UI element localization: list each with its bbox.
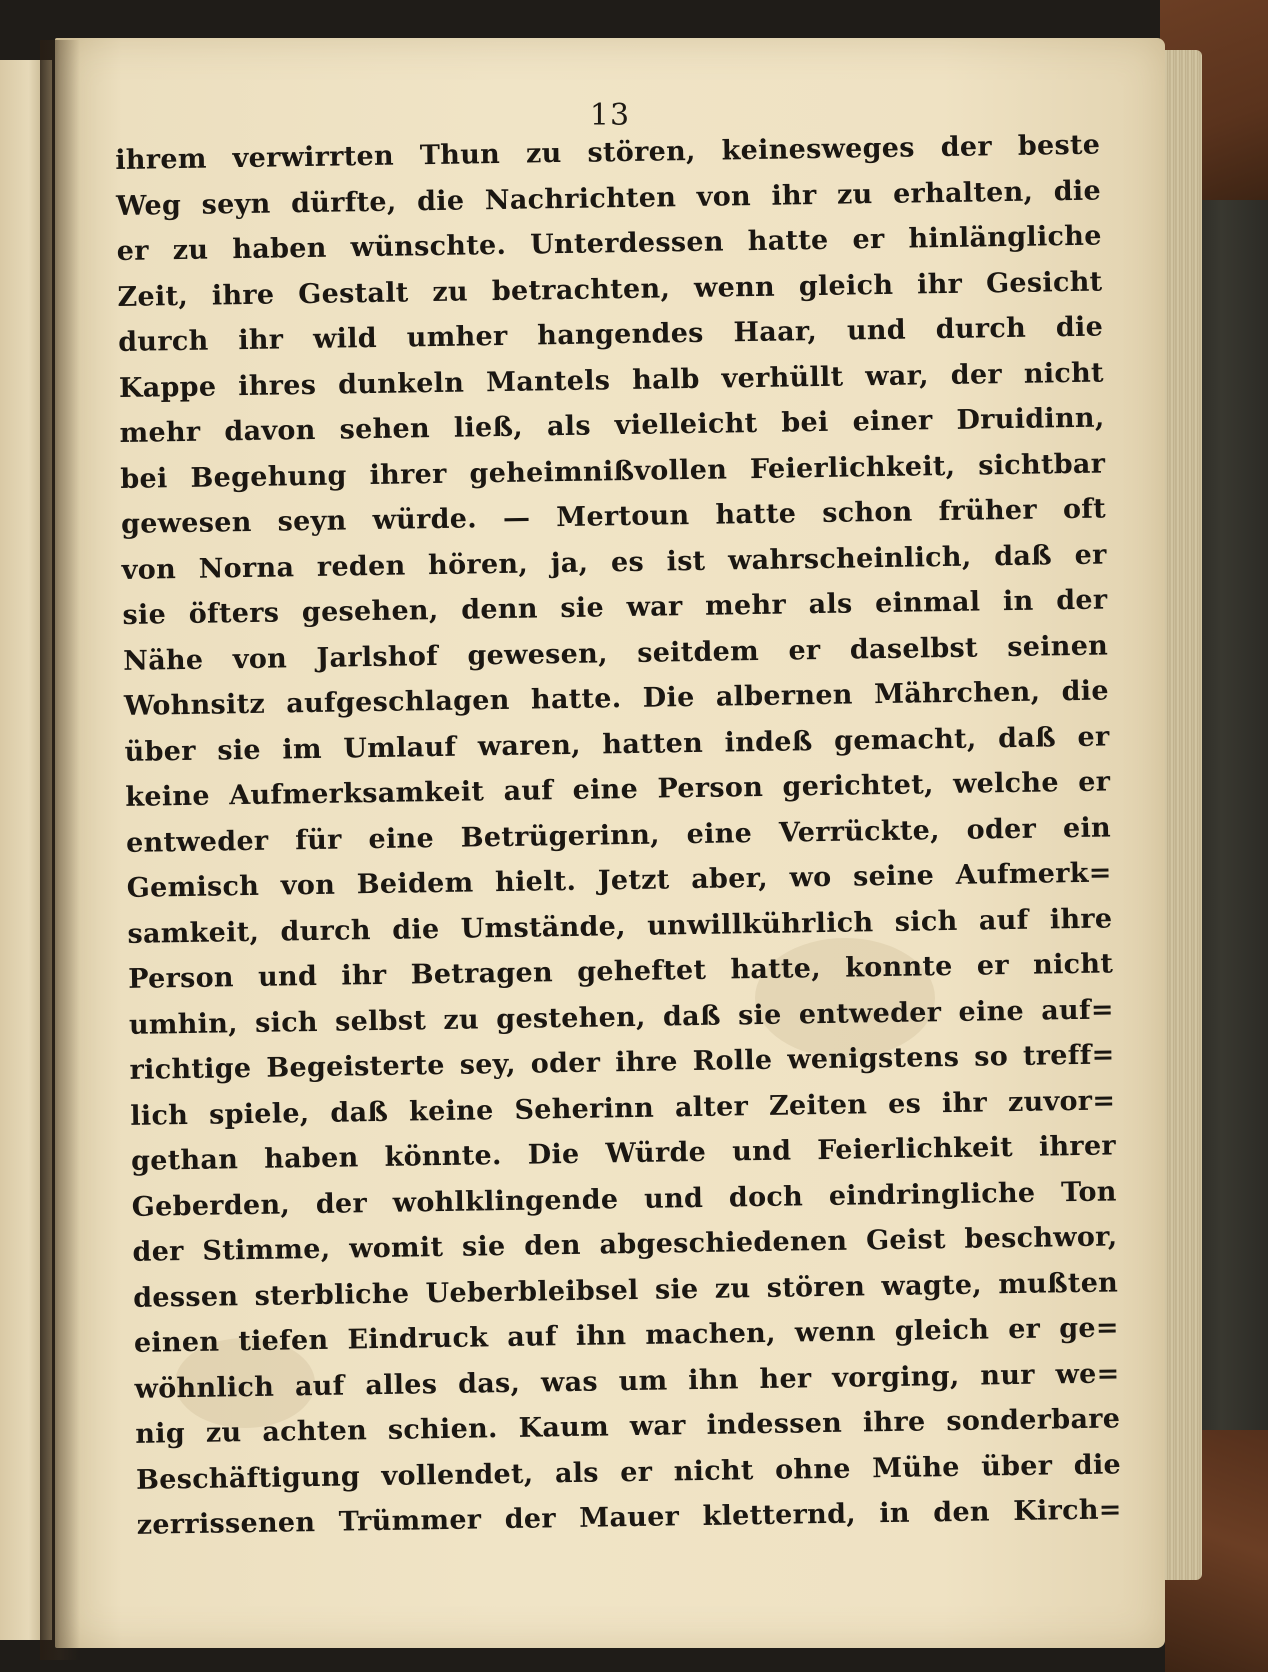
text-line: Kappe ihres dunkeln Mantels halb verhüllt war, der nicht (118, 356, 1105, 404)
text-line: richtige Begeisterte sey, oder ihre Rolle wenigstens so treff= (129, 1039, 1115, 1086)
text-line: Beschäftigung vollendet, als er nicht ohne Mühe über die (135, 1448, 1122, 1496)
text-line: Nähe von Jarlshof gewesen, seitdem er daselbst seinen (122, 629, 1109, 677)
text-line: Gemisch von Beidem hielt. Jetzt aber, wo seine Aufmerk= (126, 857, 1112, 904)
text-line: gethan haben könnte. Die Würde und Feierlichkeit ihrer (130, 1130, 1117, 1177)
page-number: 13 (589, 98, 631, 133)
text-line: Geberden, der wohlklingende und doch eindringliche Ton (131, 1175, 1117, 1223)
text-line: bei Begehung ihrer geheimnißvollen Feierlichkeit, sichtbar (120, 447, 1106, 495)
text-line: einen tiefen Eindruck auf ihn machen, wenn gleich er ge= (133, 1312, 1120, 1359)
text-line: ihrem verwirrten Thun zu stören, keinesweges der beste (115, 129, 1101, 176)
text-line: lich spiele, daß keine Seherinn alter Zeiten es ihr zuvor= (130, 1084, 1116, 1132)
text-line: entweder für eine Betrügerinn, eine Verrückte, oder ein (125, 811, 1112, 859)
text-line: Wohnsitz aufgeschlagen hatte. Die albernen Mährchen, die (123, 675, 1110, 722)
text-line: Person und ihr Betragen geheftet hatte, konnte er nicht (127, 948, 1114, 995)
text-line: dessen sterbliche Ueberbleibsel sie zu stören wagte, mußten (132, 1266, 1119, 1314)
book-page (55, 38, 1165, 1648)
text-line: nig zu achten schien. Kaum war indessen ihre sonderbare (135, 1403, 1121, 1450)
text-line: über sie im Umlauf waren, hatten indeß gemacht, daß er (124, 720, 1110, 768)
text-line: Weg seyn dürfte, die Nachrichten von ihr zu erhalten, die (115, 175, 1102, 222)
spine-shadow (40, 40, 80, 1660)
text-line: wöhnlich auf alles das, was um ihn her vorging, nur we= (134, 1357, 1120, 1405)
text-line: gewesen seyn würde. — Mertoun hatte schon früher oft (120, 493, 1107, 540)
text-line: zerrissenen Trümmer der Mauer kletternd, in den Kirch= (136, 1494, 1122, 1541)
text-line: er zu haben wünschte. Unterdessen hatte er hinlängliche (116, 220, 1102, 267)
text-line: sie öfters gesehen, denn sie war mehr als einmal in der (122, 584, 1108, 631)
text-line: von Norna reden hören, ja, es ist wahrscheinlich, daß er (121, 538, 1107, 586)
text-line: umhin, sich selbst zu gestehen, daß sie entweder eine auf= (128, 993, 1115, 1041)
text-line: samkeit, durch die Umstände, unwillkührlich sich auf ihre (127, 902, 1113, 950)
text-line: Zeit, ihre Gestalt zu betrachten, wenn gleich ihr Gesicht (117, 266, 1103, 313)
text-line: durch ihr wild umher hangendes Haar, und durch die (117, 311, 1104, 358)
text-line: mehr davon sehen ließ, als vielleicht bei einer Druidinn, (119, 402, 1105, 449)
page-body-text (115, 123, 1122, 1549)
text-line: der Stimme, womit sie den abgeschiedenen Geist beschwor, (132, 1221, 1118, 1268)
text-line: keine Aufmerksamkeit auf eine Person gerichtet, welche er (125, 766, 1111, 813)
